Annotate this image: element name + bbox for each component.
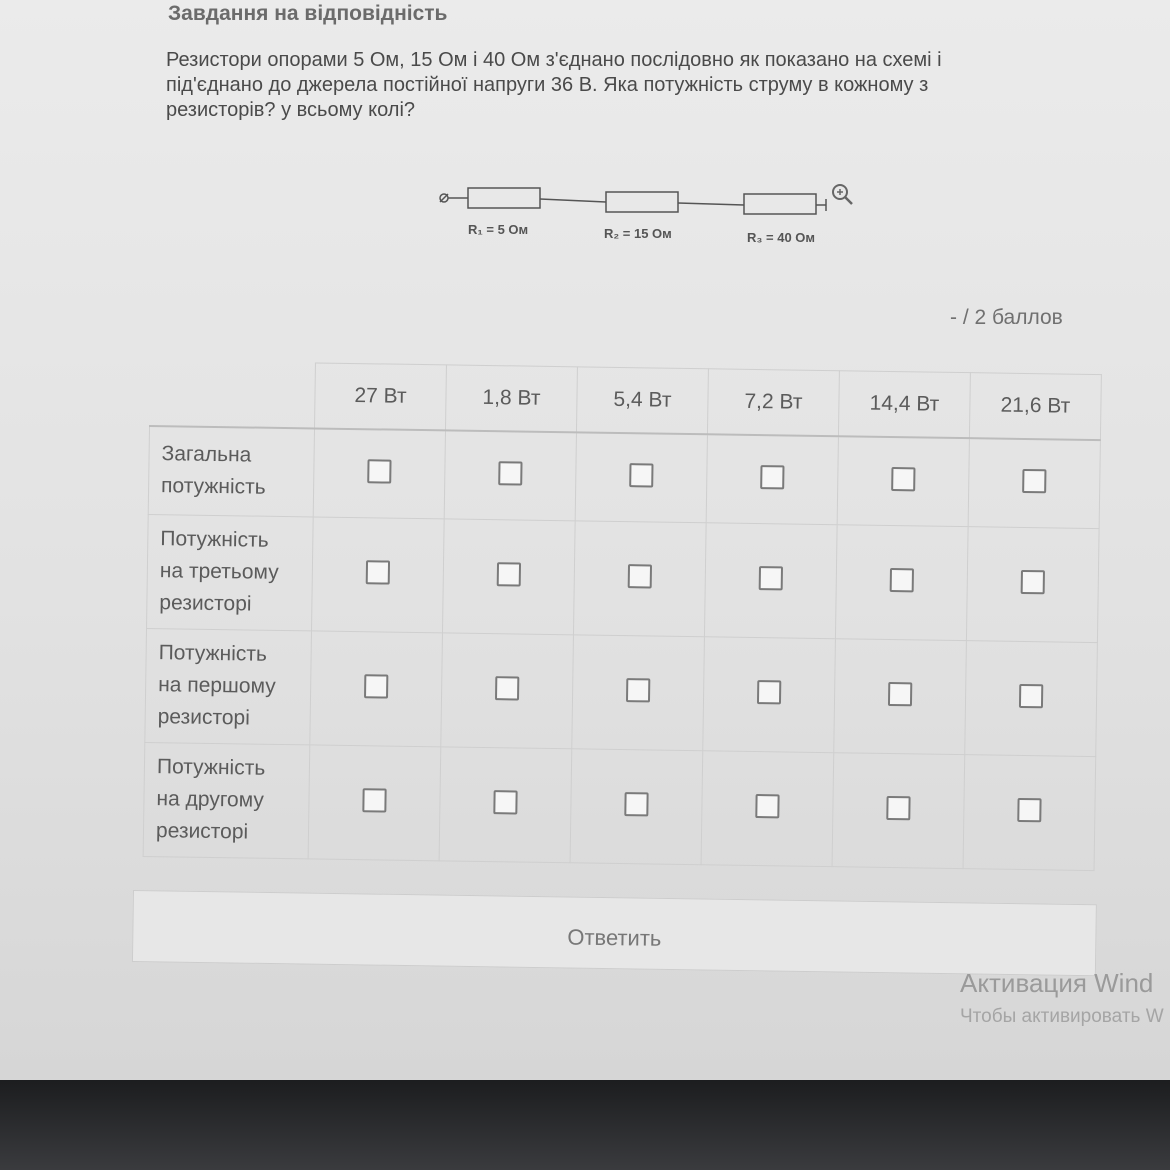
answer-checkbox[interactable] bbox=[497, 562, 521, 586]
section-title: Завдання на відповідність bbox=[168, 2, 448, 25]
row-label-line: резисторі bbox=[159, 591, 252, 616]
answer-checkbox[interactable] bbox=[757, 680, 781, 704]
column-header: 27 Вт bbox=[315, 363, 447, 430]
answer-checkbox[interactable] bbox=[890, 568, 914, 592]
row-label-line: потужність bbox=[160, 474, 266, 499]
answer-checkbox[interactable] bbox=[495, 676, 519, 700]
row-label-line: Загальна bbox=[161, 442, 252, 467]
r2-label: R₂ = 15 Ом bbox=[604, 226, 672, 241]
row-label-line: Потужність bbox=[158, 641, 268, 666]
answer-checkbox[interactable] bbox=[498, 461, 522, 485]
column-header: 21,6 Вт bbox=[969, 373, 1101, 440]
answer-checkbox[interactable] bbox=[366, 560, 390, 584]
answer-checkbox[interactable] bbox=[891, 467, 915, 491]
column-header: 1,8 Вт bbox=[445, 365, 577, 432]
row-label-line: на другому bbox=[156, 787, 265, 812]
zoom-icon[interactable] bbox=[830, 182, 856, 208]
answer-checkbox[interactable] bbox=[1021, 569, 1045, 593]
answer-checkbox[interactable] bbox=[626, 678, 650, 702]
answer-checkbox[interactable] bbox=[362, 788, 386, 812]
answer-checkbox[interactable] bbox=[759, 566, 783, 590]
windows-activation-title: Активация Wind bbox=[960, 968, 1154, 998]
row-label-line: Потужність bbox=[160, 527, 269, 552]
column-header: 5,4 Вт bbox=[576, 367, 708, 434]
question-text: Резистори опорами 5 Ом, 15 Ом і 40 Ом з'єднано послідовно як показано на схемі і під'єднано до джерела постійної напруги 36 В. Яка потужність струму в кожному з резисторів? у всьому колі? bbox=[166, 49, 942, 121]
answer-checkbox[interactable] bbox=[364, 674, 388, 698]
score-label: - / 2 баллов bbox=[950, 306, 1063, 329]
answer-checkbox[interactable] bbox=[624, 792, 648, 816]
answer-button[interactable]: Ответить bbox=[132, 890, 1097, 976]
r1-label: R₁ = 5 Ом bbox=[468, 222, 529, 237]
resistor-r3 bbox=[744, 194, 816, 214]
row-label bbox=[147, 514, 314, 630]
row-label bbox=[143, 742, 310, 858]
r3-label: R₃ = 40 Ом bbox=[747, 230, 816, 245]
answer-checkbox[interactable] bbox=[493, 790, 517, 814]
resistor-r1 bbox=[468, 188, 540, 208]
answer-checkbox[interactable] bbox=[629, 463, 653, 487]
grid-row-first-resistor bbox=[145, 628, 1098, 756]
grid-row-second-resistor bbox=[143, 742, 1096, 870]
answer-checkbox[interactable] bbox=[760, 465, 784, 489]
answer-checkbox[interactable] bbox=[367, 459, 391, 483]
answer-checkbox[interactable] bbox=[1019, 683, 1043, 707]
answer-checkbox[interactable] bbox=[755, 794, 779, 818]
answer-checkbox[interactable] bbox=[886, 795, 910, 819]
row-label-line: резисторі bbox=[157, 705, 251, 730]
answer-checkbox[interactable] bbox=[1022, 469, 1046, 493]
row-label-line: Потужність bbox=[156, 755, 266, 780]
column-header: 14,4 Вт bbox=[838, 371, 970, 438]
row-label-line: на третьому bbox=[159, 559, 279, 584]
matching-grid bbox=[143, 360, 1102, 871]
row-label-line: резисторі bbox=[155, 819, 249, 844]
laptop-bezel bbox=[0, 1080, 1170, 1170]
circuit-diagram bbox=[430, 180, 870, 250]
answer-checkbox[interactable] bbox=[628, 564, 652, 588]
row-label bbox=[148, 426, 314, 516]
column-header: 7,2 Вт bbox=[707, 369, 839, 436]
answer-checkbox[interactable] bbox=[1017, 797, 1041, 821]
grid-row-total-power bbox=[148, 426, 1100, 528]
resistor-r2 bbox=[606, 192, 678, 212]
windows-activation-subtitle: Чтобы активировать W bbox=[960, 1006, 1164, 1027]
row-label bbox=[145, 628, 312, 744]
answer-checkbox[interactable] bbox=[888, 681, 912, 705]
row-label-line: на першому bbox=[158, 673, 276, 698]
grid-row-third-resistor bbox=[147, 514, 1100, 642]
grid-corner bbox=[150, 361, 316, 429]
